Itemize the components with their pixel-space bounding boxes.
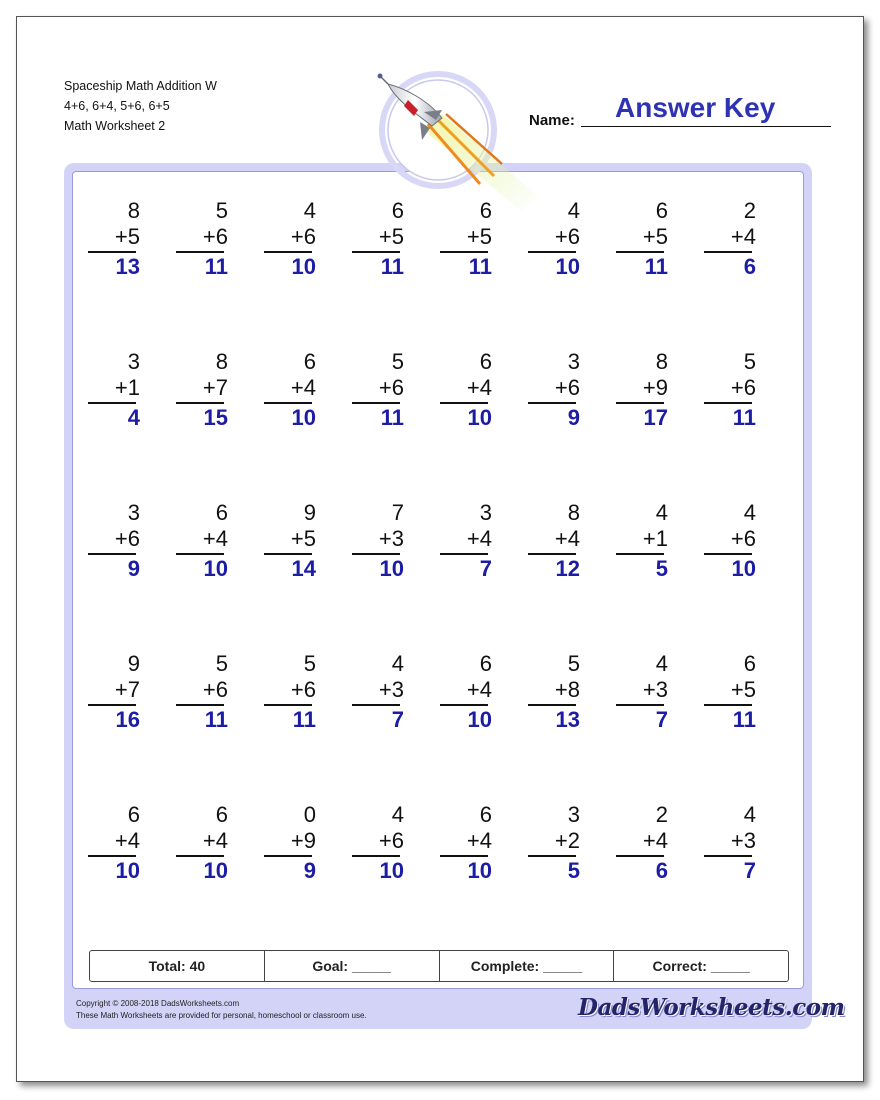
answer: 7 — [655, 707, 668, 732]
addend-bottom: +6 — [114, 526, 140, 551]
answer: 10 — [203, 858, 228, 883]
addend-bottom: +9 — [642, 375, 668, 400]
addend-top: 6 — [391, 198, 404, 223]
addend-bottom: +5 — [378, 224, 404, 249]
addend-top: 6 — [479, 198, 492, 223]
addend-top: 8 — [127, 198, 140, 223]
addend-top: 4 — [743, 500, 756, 525]
answer: 10 — [731, 556, 756, 581]
problem-2-2 — [180, 349, 228, 432]
problem-2-1 — [92, 349, 140, 432]
problem-4-5 — [444, 651, 492, 734]
addend-top: 6 — [215, 802, 228, 827]
answer-key-text: Answer Key — [615, 92, 776, 123]
addend-top: 3 — [567, 349, 580, 374]
addend-top: 3 — [127, 349, 140, 374]
addend-bottom: +3 — [730, 828, 756, 853]
answer: 10 — [291, 405, 316, 430]
addend-top: 6 — [479, 802, 492, 827]
addend-bottom: +4 — [466, 828, 492, 853]
addend-top: 9 — [303, 500, 316, 525]
addend-bottom: +7 — [202, 375, 228, 400]
addend-bottom: +4 — [466, 375, 492, 400]
problem-5-6 — [532, 802, 580, 885]
problem-5-1 — [92, 802, 140, 885]
addend-bottom: +6 — [202, 224, 228, 249]
addend-top: 5 — [391, 349, 404, 374]
answer: 7 — [743, 858, 756, 883]
addend-bottom: +4 — [466, 526, 492, 551]
problem-3-6 — [532, 500, 580, 583]
addend-bottom: +7 — [114, 677, 140, 702]
problem-2-5 — [444, 349, 492, 432]
addend-top: 2 — [655, 802, 668, 827]
addend-bottom: +6 — [554, 375, 580, 400]
title-line-2: 4+6, 6+4, 5+6, 6+5 — [64, 99, 170, 113]
addend-bottom: +9 — [290, 828, 316, 853]
title-line-1: Spaceship Math Addition W — [64, 79, 217, 93]
answer: 11 — [204, 254, 228, 279]
addend-bottom: +2 — [554, 828, 580, 853]
addend-top: 4 — [391, 802, 404, 827]
answer: 10 — [379, 858, 404, 883]
problem-5-3 — [268, 802, 316, 885]
addend-bottom: +3 — [378, 526, 404, 551]
addend-bottom: +1 — [642, 526, 668, 551]
answer: 13 — [115, 254, 140, 279]
problem-1-3 — [268, 198, 316, 281]
problem-3-7 — [620, 500, 668, 583]
name-line[interactable] — [581, 126, 831, 127]
addend-top: 3 — [567, 802, 580, 827]
problem-3-4 — [356, 500, 404, 583]
problem-4-8 — [708, 651, 756, 734]
answer: 11 — [468, 254, 492, 279]
answer: 14 — [291, 556, 316, 581]
addend-bottom: +4 — [466, 677, 492, 702]
problem-5-7 — [620, 802, 668, 885]
addend-bottom: +5 — [114, 224, 140, 249]
addend-top: 4 — [655, 500, 668, 525]
addend-top: 4 — [303, 198, 316, 223]
answer: 11 — [644, 254, 668, 279]
problem-1-4 — [356, 198, 404, 281]
answer: 10 — [379, 556, 404, 581]
addend-top: 4 — [391, 651, 404, 676]
answer: 10 — [115, 858, 140, 883]
addend-bottom: +6 — [554, 224, 580, 249]
answer: 9 — [303, 858, 316, 883]
addend-bottom: +4 — [202, 526, 228, 551]
problem-1-2 — [180, 198, 228, 281]
problem-1-6 — [532, 198, 580, 281]
addend-bottom: +4 — [730, 224, 756, 249]
addend-bottom: +4 — [290, 375, 316, 400]
answer: 10 — [467, 405, 492, 430]
problem-4-3 — [268, 651, 316, 734]
complete-cell[interactable]: Complete: _____ — [440, 951, 615, 981]
addend-bottom: +6 — [290, 224, 316, 249]
answer: 11 — [292, 707, 316, 732]
answer: 10 — [555, 254, 580, 279]
name-area — [529, 88, 831, 128]
copyright-line: Copyright © 2008-2018 DadsWorksheets.com — [76, 999, 240, 1008]
problem-4-6 — [532, 651, 580, 734]
addend-bottom: +6 — [202, 677, 228, 702]
problem-3-8 — [708, 500, 756, 583]
addend-top: 5 — [743, 349, 756, 374]
addend-top: 8 — [655, 349, 668, 374]
addend-top: 6 — [127, 802, 140, 827]
addend-top: 5 — [567, 651, 580, 676]
copyright-notice — [76, 998, 367, 1022]
addend-bottom: +4 — [642, 828, 668, 853]
addend-bottom: +4 — [202, 828, 228, 853]
answer: 11 — [732, 405, 756, 430]
addend-top: 2 — [743, 198, 756, 223]
addend-bottom: +6 — [378, 828, 404, 853]
usage-note: These Math Worksheets are provided for personal, homeschool or classroom use. — [76, 1011, 367, 1020]
addend-bottom: +1 — [114, 375, 140, 400]
problem-2-6 — [532, 349, 580, 432]
answer: 10 — [467, 858, 492, 883]
addend-bottom: +5 — [466, 224, 492, 249]
addend-bottom: +6 — [290, 677, 316, 702]
problem-3-3 — [268, 500, 316, 583]
addend-bottom: +6 — [378, 375, 404, 400]
problem-4-4 — [356, 651, 404, 734]
addend-top: 9 — [127, 651, 140, 676]
answer: 5 — [655, 556, 668, 581]
addend-top: 6 — [479, 651, 492, 676]
addend-bottom: +5 — [290, 526, 316, 551]
problem-5-5 — [444, 802, 492, 885]
problem-4-2 — [180, 651, 228, 734]
problem-1-7 — [620, 198, 668, 281]
addend-top: 4 — [743, 802, 756, 827]
addend-bottom: +5 — [730, 677, 756, 702]
addend-bottom: +3 — [642, 677, 668, 702]
answer: 16 — [115, 707, 140, 732]
problem-1-1 — [92, 198, 140, 281]
answer: 12 — [555, 556, 580, 581]
answer: 10 — [291, 254, 316, 279]
addend-top: 6 — [479, 349, 492, 374]
answer: 11 — [204, 707, 228, 732]
problem-2-8 — [708, 349, 756, 432]
addend-top: 3 — [479, 500, 492, 525]
addend-top: 0 — [303, 802, 316, 827]
answer: 11 — [732, 707, 756, 732]
problem-5-8 — [708, 802, 756, 885]
total-cell: Total: 40 — [90, 951, 265, 981]
problem-4-7 — [620, 651, 668, 734]
goal-cell[interactable]: Goal: _____ — [265, 951, 440, 981]
addend-top: 7 — [391, 500, 404, 525]
title-line-3: Math Worksheet 2 — [64, 119, 166, 133]
answer: 6 — [655, 858, 668, 883]
problem-5-2 — [180, 802, 228, 885]
addend-top: 6 — [215, 500, 228, 525]
score-table — [89, 950, 789, 982]
addend-bottom: +5 — [642, 224, 668, 249]
answer: 15 — [203, 405, 228, 430]
answer: 13 — [555, 707, 580, 732]
addend-top: 5 — [303, 651, 316, 676]
addend-top: 4 — [567, 198, 580, 223]
addend-top: 8 — [567, 500, 580, 525]
answer: 10 — [467, 707, 492, 732]
problem-2-7 — [620, 349, 668, 432]
problem-5-4 — [356, 802, 404, 885]
answer: 7 — [391, 707, 404, 732]
addend-top: 6 — [743, 651, 756, 676]
answer: 4 — [127, 405, 140, 430]
addend-bottom: +4 — [114, 828, 140, 853]
addend-top: 4 — [655, 651, 668, 676]
problem-frame — [64, 163, 812, 1029]
addend-top: 6 — [303, 349, 316, 374]
answer: 11 — [380, 405, 404, 430]
answer: 7 — [479, 556, 492, 581]
problem-2-3 — [268, 349, 316, 432]
addend-top: 8 — [215, 349, 228, 374]
answer: 17 — [643, 405, 668, 430]
worksheet-title — [64, 76, 217, 136]
problem-3-5 — [444, 500, 492, 583]
problem-2-4 — [356, 349, 404, 432]
correct-cell[interactable]: Correct: _____ — [652, 958, 750, 974]
problem-1-5 — [444, 198, 492, 281]
addend-top: 5 — [215, 651, 228, 676]
problem-1-8 — [708, 198, 756, 281]
brand-logo: DadsWorksheets.com — [578, 994, 845, 1021]
addend-bottom: +4 — [554, 526, 580, 551]
answer: 6 — [743, 254, 756, 279]
answer: 9 — [127, 556, 140, 581]
addend-bottom: +6 — [730, 375, 756, 400]
addend-bottom: +8 — [554, 677, 580, 702]
addend-top: 5 — [215, 198, 228, 223]
answer: 9 — [567, 405, 580, 430]
addend-top: 3 — [127, 500, 140, 525]
addend-top: 6 — [655, 198, 668, 223]
addend-bottom: +6 — [730, 526, 756, 551]
problem-4-1 — [92, 651, 140, 734]
answer: 5 — [567, 858, 580, 883]
name-label: Name: — [529, 112, 575, 129]
problem-3-1 — [92, 500, 140, 583]
addend-bottom: +3 — [378, 677, 404, 702]
answer: 10 — [203, 556, 228, 581]
answer: 11 — [380, 254, 404, 279]
problem-3-2 — [180, 500, 228, 583]
